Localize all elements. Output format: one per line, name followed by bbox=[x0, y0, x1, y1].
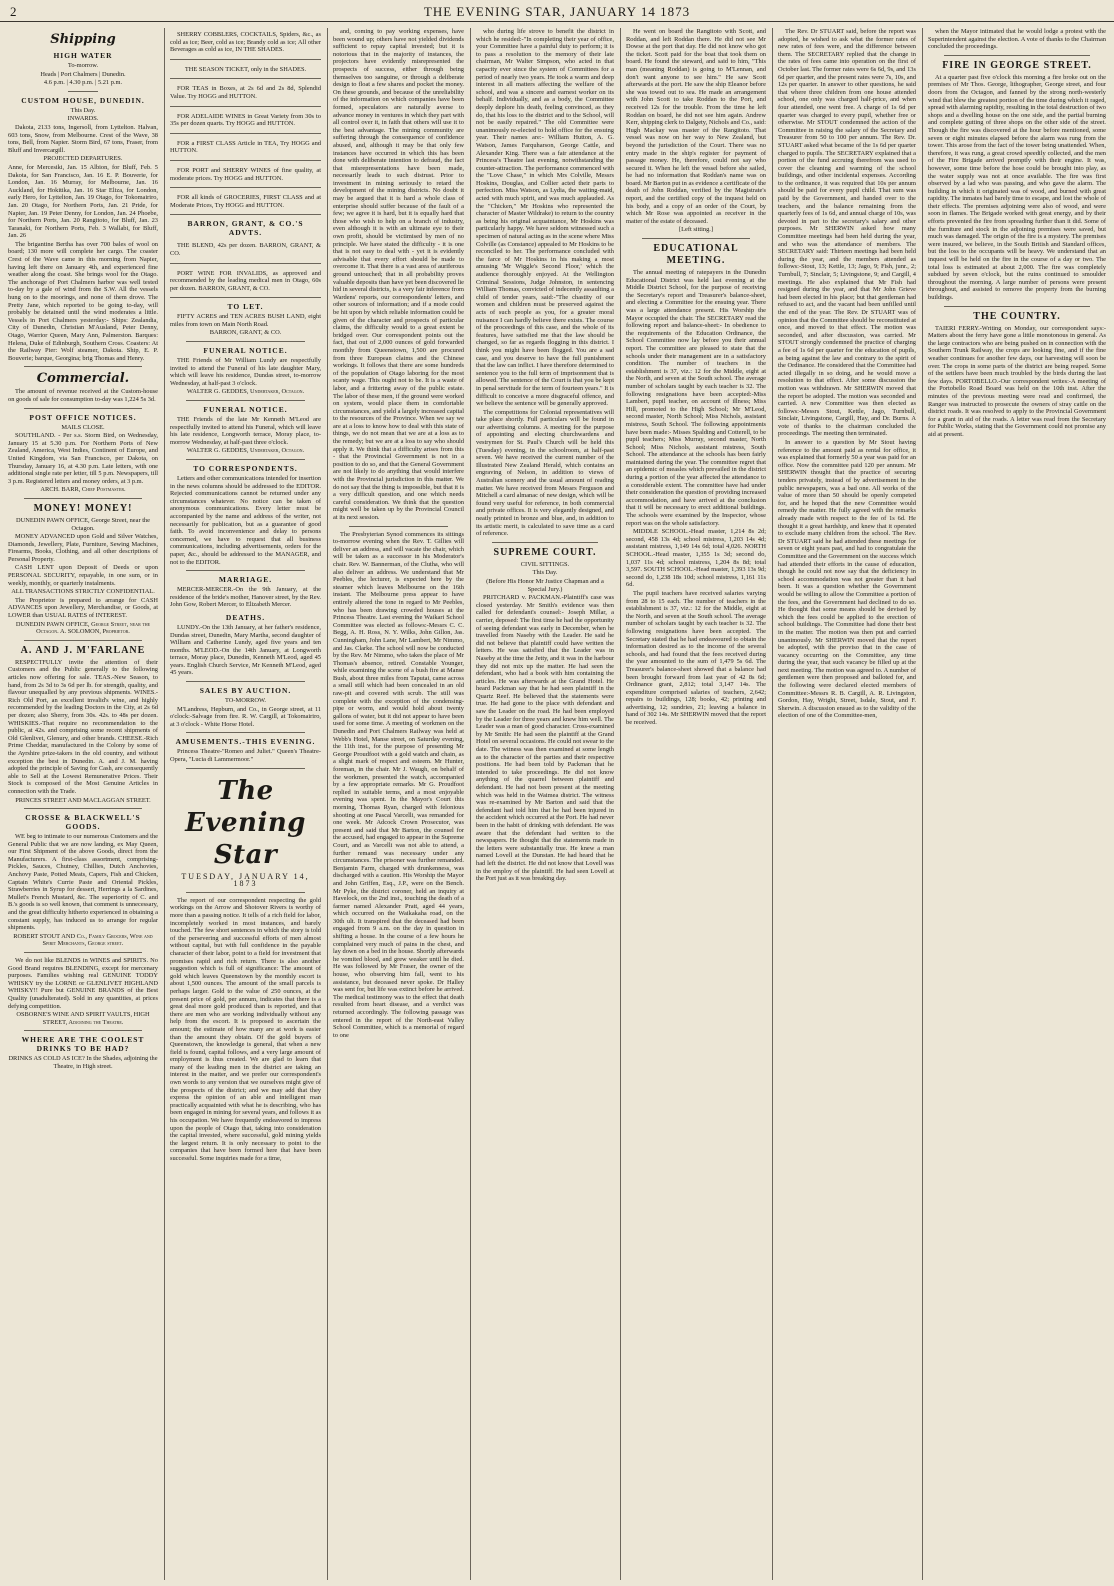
to-let-signature: BARRON, GRANT, & CO. bbox=[209, 329, 282, 337]
divider bbox=[24, 952, 142, 953]
funeral-notice-1-heading: FUNERAL NOTICE. bbox=[203, 346, 288, 356]
divider bbox=[642, 238, 750, 239]
money-heading: MONEY! MONEY! bbox=[33, 502, 133, 514]
sales-day: TO-MORROW. bbox=[224, 697, 266, 705]
correspondents-text: Letters and other communications intended for insertion in the news columns should be addressed to the EDITOR. Rejected communications cannot be returned under any circumstances whatever. No notice can be taken of anonymous communications. Every letter must be accompanied by the name and address of the writer, not necessarily for publication, but as a guarantee of good faith. To avoid inconvenience and delay to persons concerned, we have to request that all business communications, including advertisements, orders for the paper, &c., should be addressed to the MANAGER, and not to the EDITOR. bbox=[170, 475, 321, 566]
divider bbox=[186, 892, 305, 893]
season-ticket-ad bbox=[170, 63, 321, 80]
deaths-heading: DEATHS. bbox=[225, 612, 266, 622]
divider bbox=[944, 55, 1090, 56]
marriage-heading: MARRIAGE. bbox=[218, 575, 273, 585]
groceries-text: FOR all kinds of GROCERIES, FIRST CLASS and at Moderate Prices, Try HOGG and HUTTON. bbox=[170, 194, 321, 209]
column-6 bbox=[774, 28, 920, 1580]
macfarlane-heading: A. AND J. M'FARLANE bbox=[20, 644, 146, 656]
inwards-text: Dakota, 2133 tons, Ingersoll, from Lyttelton. Halvan, 603 tons, Snow, from Melbourne. Crest of the Wave, 38 tons, Bell, from Napier. Storm Bird, 67 tons, Fraser, from Bluff and Invercargill. bbox=[8, 123, 158, 154]
inwards-label: INWARDS. bbox=[67, 115, 99, 123]
shipping-heading: Shipping bbox=[50, 32, 116, 47]
educational-meeting-heading: EDUCATIONAL MEETING. bbox=[653, 243, 739, 267]
local-news-continued: who during life strove to benefit the district in which he resided:-"In completing their year of office, your Committee have a painful duty to perform; it is to pass a resolution to the memory of their late chairman, Mr Walter Simpson, who acted in that capacity ever since the system of Committees for a period of nearly two years. He took a warm and deep interest in all matters affecting the welfare of the school, and was a sincere and earnest worker on its behalf. Individually, and as a body, the Committee deeply deplore his death, feeling convinced, as they do, that his loss to the district and to the School, will not be easily repaired." The old Committee were unanimously re-elected to hold office for the ensuing year. Their names are:- William Hutton, A. G. Watson, James Farquharson, George Cattle, and Alexander King. There was a fair attendance at the Princess's Theatre last evening, notwithstanding the counter-attraction. The performance commenced with the "Love Chase," in which Mrs Colville, Messrs Hoskins, Douglas, and Collier acted their parts to perfection. Miss Watson, as Lydia, the waiting-maid, acted with much spirit, and was much applauded. As the "Chicken," Mr Hoskins who represented the character of Master Wildrake) to return to the country as being his original acquaintance, Mr Hoskins was particularly happy. We have seldom witnessed such a specimen of natural acting as in the scene where Miss Colville (as Constance) appealed to Mr Hoskins to be reconciled to her. The performance concluded with the farce of Mr Hoskins in his making a most amusing 'Mr Wiggle's Second Floor,' which the audience thoroughly enjoyed. At the Wellington Criminal Sessions, Judge Johnston, in sentencing William Thomas, convicted of indecently assaulting a child of tender years, said:-"The chastity of our women and children must be preserved against the acts of such people as you, for a greater moral nuisance I can hardly believe there exists. The course of the proceedings of this case, and the whole of its features, have satisfied me that the law should be changed, so far as regards flogging in this district. I think you might have been flogged. You are a sad case, and you deserve to have the full punishment that the law can inflict. I have therefore determined to sentence you to the full term of imprisonment that is allowed. The sentence of the Court is that you be kept in penal servitude for the term of fourteen years." It is difficult to conceive a more disgraceful offence, and we believe the sentence will be generally approved. bbox=[476, 28, 614, 408]
divider bbox=[186, 341, 305, 342]
commercial-text: The amount of revenue received at the Custom-house on goods of sale for consumption to-day was 1,224 5s 3d. bbox=[8, 388, 158, 403]
projected-text: Anne, for Mercesiki, Jan. 15 Albion, for Bluff, Feb. 5 Dakota, for San Francisco, Jan. 16 E. P. Bouverie, for London, Jan. 16 Murray, for Melbourne, Jan. 16 Auckland, for Hokitika, Jan. 16 Star Eliza, for London, early Hero, for Lyttelton, Jan. 19 Otago, for Tokomairiro, Jan. 20 Otago, for Northern Ports, Jan. 21 Pride, for Napier, Jan. 19 Peter Denny, for London, Jan. 24 Phoebe, for Northern Ports, Jan. 20 Rangitoto, for Bluff, Jan. 23 Taranaki, for Northern Ports, Feb. 3 Wallabi, for Bluff, Jan. 26 bbox=[8, 163, 158, 240]
sherry-ad bbox=[170, 28, 321, 60]
proprietor-text: The Proprietor is prepared to arrange for CASH ADVANCES upon Jewellery, Merchandise, or Goods, at LOWER than USUAL RATES of INTEREST. bbox=[8, 596, 158, 620]
money-advanced-text: MONEY ADVANCED upon Gold and Silver Watches, Diamonds, Jewellery, Plate, Furniture, Sewing Machines, Firearms, Books, Clothing, and all other descriptions of Personal Property. bbox=[8, 533, 158, 563]
port-wine-text: PORT WINE FOR INVALIDS, as approved and recommended by the leading medical men in Otago, 60s per dozen. BARRON, GRANT, & CO. bbox=[170, 269, 321, 292]
column-5 bbox=[622, 28, 770, 1580]
funeral-notice-1-signature: WALTER G. GEDDES, Undertaker, Octagon. bbox=[186, 388, 305, 396]
confidential-text: ALL TRANSACTIONS STRICTLY CONFIDENTIAL. bbox=[11, 588, 155, 596]
divider bbox=[24, 1030, 142, 1031]
column-rule bbox=[772, 28, 773, 1580]
column-rule bbox=[327, 28, 328, 1580]
divider bbox=[186, 570, 305, 571]
divider bbox=[186, 732, 305, 733]
paper-title: THE EVENING STAR, JANUARY 14 1873 bbox=[423, 4, 691, 19]
country-text: TAIERI FERRY.-Writing on Monday, our correspondent says:-Matters about the ferry have gone a little monotonous in general. As the large contractors who are being pushed on in connection with the Southern Trunk Railway, the crops are looking fine, and if the fine weather continues for another few days, our harvesting will soon be over. The crops in some parts of the district are being reaped. Some of the settlers have been much troubled by the birds during the last few days. PORTOBELLO.-Our correspondent writes:-A meeting of the Portobello Road Board was held on the 10th inst. After the minutes of the previous meeting were read and confirmed, the Ranger was instructed to prosecute the owners of stray cattle on the district roads. It was resolved to apply to the Provincial Government for a grant in aid of the roads. A letter was read from the Secretary for Public Works, stating that the Government could not promise any aid at present. bbox=[928, 324, 1106, 438]
fire-text: At a quarter past five o'clock this morning a fire broke out on the premises of Mr Thos. George, lithographer, George street, and four doors from the Octagon, and fanned by the strong north-westerly wind that blew the greatest portion of the time during which it raged, spread with alarming rapidity, resulting in the total destruction of two shops and a dwelling house on the one side, and the partial burning and complete gutting of three shops on the other side of the street. Though the fire was discovered at the hour before mentioned, some seven or eight minutes elapsed before the alarm was rung from the tower. This arose from the fact of the tower being unattended. When, therefore, it was rung, a great crowd speedily collected, and the men of the Fire Brigade arrived promptly with their engine. It was, however, some time before the hose could be brought into play, as the water supply was not at once available. The fire was first observed by a lad who was passing, and who gave the alarm. The building in which it originated was of wood, and burned with great rapidity. The inmates had barely time to escape, and lost the whole of their effects. The premises adjoining were also of wood, and were soon in flames. The Brigade worked with great energy, and by their efforts prevented the fire from spreading further than it did. Some of the furniture and stock in the adjoining premises were saved, but much was damaged. The origin of the fire is a mystery. The premises were insured, we believe, in the South British and Standard offices, but the loss to the occupants will be heavy. We understand that an inquest will be held on the fire in the course of a day or two. The total loss is estimated at about 2,000. The fire was completely subdued by seven o'clock, but the ruins continued to smoulder throughout the morning. A large number of persons were present throughout, and assisted to remove the property from the burning buildings. bbox=[928, 73, 1106, 301]
column-3 bbox=[329, 28, 468, 1580]
teas-ad bbox=[170, 82, 321, 106]
coolest-text: DRINKS AS COLD AS ICE? In the Shades, adjoining the Theatre, in High street. bbox=[8, 1055, 158, 1070]
this-day-label: This Day. bbox=[70, 106, 96, 114]
divider bbox=[492, 542, 598, 543]
princes-street-label: PRINCES STREET AND MACLAGGAN STREET. bbox=[15, 796, 151, 804]
adelaide-text: FOR ADELAIDE WINES in Great Variety from 30s to 35s per dozen quarts. Try HOGG and HUTTON. bbox=[170, 112, 321, 128]
column-1 bbox=[4, 28, 162, 1580]
divider bbox=[24, 808, 142, 809]
post-office-heading: POST OFFICE NOTICES. bbox=[29, 412, 137, 422]
column-4 bbox=[472, 28, 618, 1580]
meeting-discussion-continued: In answer to a question by Mr Stout having reference to the amount paid as rental for office, it was explained that formerly 50 a year was paid for an office. Now the committee paid 120 per annum. Mr SHERWIN thought that the practice of securing tenders privately, instead of by advertisement in the public newspapers, was a bad one. All works of the value of more than 50 should be openly competed for, and he hoped that the new Committee would remedy the matter. He fully agreed with the remarks already made with respect to the fee of 1s 6d. He thought it a great hardship, and knew that it operated to exclude many children from the school. The Rev. Dr STUART said he had attended these meetings for seven or eight years past, and had to congratulate the Committee and the Government on the success which had attended their efforts in the cause of education, though he could not now say that the deficiency in school accommodation was not greater than it had been. It was a question whether the Government would be willing to allow the Committee a portion of the fees, and the Government had declined to do so. He thought that some means should be devised by which the fees could be applied to the erection of school buildings. The Committee had done their best in the matter. The motion was then put and carried unanimously. Mr SHERWIN moved that the report be adopted, with the proviso that in the case of vacancy occurring on the Committee, any time during the year, that such vacancy be filled up at the next meeting. The motion was agreed to. A number of gentlemen were then proposed and balloted for, and the following were declared elected members of Committee:-Messrs R. B. Cargill, A. R. Livingston, Gordon, Hay, Wright, Street, Isdale, Stout, and F. Sherwin. A discussion ensued as to the validity of the election of one of the Committee-men, bbox=[778, 439, 916, 720]
funeral-notice-2-signature: WALTER G. GEDDES, Undertaker, Octagon. bbox=[186, 447, 305, 455]
school-stats: MIDDLE SCHOOL.-Head master, 1,214 8s 2d; second, 458 13s 4d; school mistress, 1,203 14s 4d; assistant mistress, 1,149 14s 6d; total 4,026. NORTH SCHOOL.-Head master, 1,355 1s 3d; second do, 1,037 11s 4d; school mistress, 1,204 8s 8d; total 3,597. SOUTH SCHOOL.-Head master, 1,393 13s 9d; second do, 1,238 18s 10d; school mistress, 1,161 11s 6d. bbox=[626, 528, 766, 589]
column-7 bbox=[924, 28, 1110, 1580]
cash-lent-text: CASH LENT upon Deposit of Deeds or upon PERSONAL SECURITY, repayable, in one sum, or in weekly, monthly, or quarterly instalments. bbox=[8, 564, 158, 587]
supreme-court-heading: SUPREME COURT. bbox=[493, 546, 597, 558]
newspaper-nameplate: The Evening Star bbox=[185, 775, 306, 870]
port-wine-ad bbox=[170, 267, 321, 299]
first-class-ad bbox=[170, 137, 321, 161]
meeting-conclusion: when the Mayor intimated that he would lodge a protest with the Superintendent against the election. A vote of thanks to the Chairman concluded the proceedings. bbox=[928, 28, 1106, 51]
funeral-notice-2-heading: FUNERAL NOTICE. bbox=[203, 405, 288, 415]
divider bbox=[186, 459, 305, 460]
editorial-continued: and, coming to pay working expenses, have been wound up; others have not yielded dividends sufficient to repay capital invested; but it is notorious that in the majority of instances, the projectors have evidently misrepresented the prospects of success, either through being themselves too sanguine, or through a deliberate design to float a few shares and pocket the money. On these grounds, and because of the unreliability of the information on which companies have been formed, speculators are naturally averse to advance money in ventures in which they part with all control over it, in faith that others will use it to the best advantage. The mining community are suffering through the consequence of confidence abused, and, although it may be that only few instances have occurred in which this has been done with deliberate intention to defraud, the fact that misrepresentations have been made, necessarily leads to such distrust. Prior to investment in mining seriously to retard the development of the mining districts. No doubt it may be argued that it is hard a whole class of enterprise should suffer because of the fault of a few; we agree it is hard, but it is equally hard that those who wish to help on a branch of industry, even although it is with an ultimate eye to their own profit, should be victimised by men of no principle. We have stated the difficulty - it is one that is not easy to deal with - yet it is evidently advisable that every effort should be made to overcome it. That there is a vast area of auriferous ground untouched; that in all probability proves valuable deposits than have yet been discovered lie hid in several districts, is a very fair inference from Wardens' reports, our correspondents' letters, and other sources of information; and if a mode could be hit upon by which reliable information could be given of the character and prospects of particular claims, the difficulty would to a great extent be bridged over. Our correspondent points out the fact, that out of 2,000 ounces of gold forwarded monthly from Queenstown, 1,500 are procured from three European claims and the Chinese workings. It follows that there are some hundreds of the population of Otago laboring for the most scanty wage. This ought not to be. It is a waste of labor, and a frittering away of the public estate. The labor of these men, if the ground were worked on system, would place them in comfortable circumstances, and yield a largely increased capital to the resources of the Province. When we say we are at a loss to know how to deal with this state of things, we do not mean that we are at a loss as to the remedy; but we are at a loss to say who should apply it. We think that a difficulty arises from this - that the Provincial Government is not in a position to do so, and that the General Government are not likely to do anything that would interfere with the Provincial jurisdiction in this matter. We do not say that the thing is impossible, but that it is a very difficult question, and one which needs careful consideration. We think that the question might well be taken up by the Provincial Council at its next session. bbox=[333, 28, 465, 521]
funeral-notice-1-text: THE Friends of Mr William Lundy are respectfully invited to attend the Funeral of his late daughter Mary, which will leave his residence, Dundas street, to-morrow Wednesday, at half-past 3 o'clock. bbox=[170, 357, 321, 387]
sales-text: M'Landress, Hepburn, and Co., in George street, at 11 o'clock:-Salvage from fire. R. W. Cargill, at Tokomairiro, at 3 o'clock - White Horse Hotel. bbox=[170, 705, 321, 728]
court-before: (Before His Honor Mr Justice Chapman and a Special Jury.) bbox=[486, 577, 604, 593]
amusements-text: Princess Theatre-"Romeo and Juliet." Queen's Theatre-Opera, "Lucia di Lammermoor." bbox=[170, 748, 321, 764]
shipping-news: The brigantine Bertha has over 700 bales of wool on board; 130 more will complete her cargo. The coaster Crest of the Wave came in this morning from Napier, having left there on January 4th, and experienced fine weather along the coast. She brings wool for the Otago. The anchorage of Port Chalmers harbor was well tested to-day by a gale of wind from the S.W. All the vessels hung on to the moorings, and none of them drove. The Pretty Jane, which reported to be going to-day, will probably be detained until the wind moderates a little. Vessels in Port Chalmers yesterday:- Ships: Zealandia, City of Dunedin, Christian M'Ausland, Peter Denny, Otago, Warrior Queen, Mary Ann, Palmerston. Barques: Helena, Duke of Edinburgh, Southern Cross. Coasters: At the Railway Pier: Wolf steamer, Dakota. Ship, E. P. Bouverie; barque, Georgina; brig Thomas and Henry. bbox=[8, 240, 158, 362]
season-ticket-text: THE SEASON TICKET, only in the SHADES. bbox=[184, 65, 307, 73]
to-morrow-label: To-morrow. bbox=[67, 62, 99, 69]
sherry-text: SHERRY COBBLERS, COCKTAILS, Spiders, &c., as cold as ice; Beer, cold as ice; Brandy cold as ice; All other Beverages as cold as ice, IN THE SHADES. bbox=[170, 31, 321, 54]
groceries-ad bbox=[170, 191, 321, 215]
divider bbox=[944, 306, 1090, 307]
court-this-day: This Day. bbox=[532, 569, 558, 577]
blends-signature: OSBORNE'S WINE AND SPIRIT VAULTS, HIGH STREET, Adjoining the Theatre. bbox=[16, 1011, 150, 1026]
first-class-text: FOR a FIRST CLASS Article in TEA, Try HOGG and HUTTON. bbox=[170, 139, 321, 155]
high-water-heading: HIGH WATER bbox=[53, 51, 113, 60]
port-sherry-text: FOR PORT and SHERRY WINES of fine quality, at moderate prices. Try HOGG and HUTTON. bbox=[170, 166, 321, 182]
blend-ad bbox=[170, 239, 321, 263]
macfarlane-text: RESPECTFULLY invite the attention of their Customers and the Public generally to the following articles now offering for sale. TEAS.-New Season, to hand, from 2s 3d to 3s 6d per lb. for strength, quality, and flavour unequalled by any previous shipments. WINES.-Rich Old Port, an excellent invalid's wine, and highly recommended by the leading Doctors in the City, at 2s 6d per dozen; also Sherry, from 30s. 42s. to 48s per dozen. WHISKIES.-That require no recommendation to the public, at 42s. and comprising some recent shipments of Old Glenlivet, Glenury, and other brands. CHEESE.-Rich Prime Cheddar, manufactured in the Colony by some of the Ayrshire prize-takers in the old country, and without exception the best in Dunedin. A. and J. M. having adopted the principle of Saving for Cash, are consequently able to Sell at the Lowest Remunerative Prices. Their Stock is composed of the Most Genuine Articles in connection with the Trade. bbox=[8, 658, 158, 795]
customs-heading: CUSTOM HOUSE, DUNEDIN. bbox=[21, 95, 145, 105]
divider bbox=[186, 768, 305, 769]
sales-heading: SALES BY AUCTION. bbox=[199, 686, 292, 696]
blend-text: THE BLEND, 42s per dozen. BARRON, GRANT, & CO. bbox=[170, 242, 321, 257]
meeting-discussion: The Rev. Dr STUART said, before the report was adopted, he wished to ask what the former rates of new rates of fees were, and the difference between them. The SECRETARY replied that the change in the rates of fees came into operation on the first of October last. The former rates were 6s 6d, 9s, and 13s 6d per quarter, and the present rates were 7s, 10s, and 12s per quarter. In answer to other questions, he said that where three children from one house attended school, one only was charged half-price, and when four attended, one went free. A charge of 1s 6d per quarter was charged to every pupil, whether free or otherwise. Mr STOUT condemned the action of the Committee in raising the salary of the Secretary and Treasurer from 50 to 100 per annum. The Rev. Dr. STUART asked what became of the 1s 6d per quarter charged to pupils. The SECRETARY explained that a portion of the fund accruing therefrom was used to cover the cleaning and warming of the school buildings, and other incidental expenses. According to the ordinance, it was required that 10s per annum should be paid for every pupil child. That sum was paid by the Government, and handed over to the teachers, and the balance remaining from the quarterly fees of 1s 6d, and annual charge of 10s, was devoted in part to the secretary's salary and other purposes. Mr SHERWIN asked how many Committee meetings had been held during the year, and who was the attendance of members. The SECRETARY said: Thirteen meetings had been held during the year, and the members attended as follows:-Stout, 13; Kettle, 13; Jago, 9; Fish, junr., 2; Turnbull, 7; Sinclair, 5; Livingstone, 9; and Cargill, 4 meetings. He also explained that Mr Fish had resigned during the year, and that Mr John Grieve had been elected in his place; but that gentleman had refused to act, and the vacant had been unfilled until the end of the year. The Rev. Dr STUART was of opinion that the Committee should be reconstituted at once, and moved to that effect. The motion was seconded, and after discussion, was carried. Mr STOUT strongly condemned the practice of charging a fee of 1s 6d per quarter for the education of pupils, as being against the law and contrary to the spirit of the Ordinance. He considered that the Committee had acted illegally in so doing, and he would move a resolution to that effect. After some discussion the motion was withdrawn. Mr SHERWIN moved that the report be adopted. The motion was seconded and carried. A new Committee was then elected as follows:-Messrs Stout, Kettle, Jago, Turnbull, Sinclair, Livingstone, Cargill, Hay, and Dr. Burns. A vote of thanks to the chairman concluded the proceedings. The meeting then terminated. bbox=[778, 28, 916, 438]
port-sherry-ad bbox=[170, 164, 321, 188]
crosse-text: WE beg to intimate to our numerous Customers and the General Public that we are now landing, ex May Queen, our First Shipment of the above Goods, direct from the Manufacturers. A first-class assortment, comprising- Pickles, Sauces, Chutney, Chillies, Dutch Anchovies, Anchovy Paste, Potted Meats, Capers, Fish and Chicken, Captain White's Currie Paste and Oriental Pickles, Strawberries in Syrup for dessert, Herrings a la Sardines, Mullet's French Mustard, &c. The superiority of C. and B.'s goods is so well known, that comment is unnecessary, and the great difficulty hitherto experienced in obtaining a constant supply, has induced us to arrange for regular shipments. bbox=[8, 833, 158, 932]
deaths-text: LUNDY.-On the 13th January, at her father's residence, Dundas street, Dunedin, Mary Martha, second daughter of William and Catherine Lundy, aged five years and ten months. M'LEOD.-On the 14th January, at Longworth terrace, Moray place, Dunedin, Kenneth M'Leod, aged 45 years. English Church Service, Mr Kenneth M'Leod, aged 45 years. bbox=[170, 623, 321, 677]
column-rule bbox=[164, 28, 165, 1580]
coolest-heading: WHERE ARE THE COOLEST DRINKS TO BE HAD? bbox=[21, 1035, 145, 1054]
divider bbox=[24, 408, 142, 409]
to-let-heading: TO LET. bbox=[227, 302, 264, 312]
divider bbox=[24, 640, 142, 641]
tide-heads: Heads | Port Chalmers | Dunedin. bbox=[40, 70, 126, 78]
editorial-text: The report of our correspondent respecting the gold workings on the Arrow and Shotover Rivers is worthy of more than a passing notice. It tells of a rich field for labor, incompletely worked in most instances, and barely touched. The few short sentences in which the story is told of the persevering and successful efforts of men almost without capital, but with full confidence in the payable character of their labor, point to a field for investment that promises rapid and rich return. There is also another suggestion which is full of significance: The amount of gold which leaves Queenstown by the monthly escort is about 1,500 ounces. The amount of the small parcels is perhaps larger. Gold to the value of 250 ounces, at the present price of gold, per annum, indicates that there is a great deal more gold produced than is reported, and that there are men who are working individually without any help from the escort. It is proposed to ascertain the amount; the estimate of how many are at work is easier than the amount they obtain. Of the gold buyers of Queenstown, the knowledge is general, that when a new field is found, capital follows, and a very large amount of employment is thus created. We are glad to learn that many of the leading men in the district are taking an interest in the matter, and we prefer our correspondent's own words to any version that we ourselves might give of the prospects of the district; and we may add that they express the opinion of an able and intelligent man practically acquainted with what he is describing, who has been engaged in mining for several years, and follows it as his occupation. We have frequently endeavored to impress upon the people of Otago that, taking into consideration the capital invested, where successful, gold mining yields the largest return. It is only necessary to point to the companies that have been formed here that have been successful. Some inquiries made for a time, bbox=[170, 896, 321, 1162]
masthead bbox=[0, 0, 1114, 22]
fire-heading: FIRE IN GEORGE STREET. bbox=[942, 59, 1092, 71]
to-let-text: FIFTY ACRES and TEN ACRES BUSH LAND, eight miles from town on Main North Road. bbox=[170, 313, 321, 328]
country-heading: THE COUNTRY. bbox=[973, 310, 1061, 322]
left-sitting: [Left sitting.] bbox=[678, 226, 714, 234]
divider bbox=[349, 526, 448, 527]
post-office-text: SOUTHLAND. - Per s.s. Storm Bird, on Wednesday, January 15 at 5.30 p.m. For Northern Ports of New Zealand, America, West Indies, Continent of Europe, and United Kingdom, via San Francisco, per Dakota, on Thursday, January 16, at 4.30 p.m. Late letters, with one additional single rate per letter, till 5 p.m. Newspapers, till 3 p.m. Registered letters and money orders, at 3 p.m. bbox=[8, 432, 158, 485]
projected-heading: PROJECTED DEPARTURES. bbox=[43, 155, 123, 163]
pawn-signature: DUNEDIN PAWN OFFICE, George Street, near the Octagon. A. SOLOMON, Proprietor. bbox=[15, 620, 151, 636]
barron-ads-heading: BARRON, GRANT, & CO.'S ADVTS. bbox=[187, 219, 304, 238]
column-2 bbox=[166, 28, 325, 1580]
court-text: PRITCHARD v. PACKMAN.-Plaintiff's case was closed yesterday. Mr Smith's evidence was then called for defendant's counsel:- Joseph Millar, a carrier, deposed: The first time he had the opportunity of seeing defendant was early in December, when he travelled from Naseby with the Leader. He said he did not believe that plaintiff could have written the letters. He was satisfied that the Leader was in Naseby at the time the Jetty, and it was in the harbour they did not mix up the matter. He had seen the defendant, who had a book with him containing the articles. He was afterwards at the Grand Hotel. He heard Packman say that he had seen plaintiff in the Quartz Reef. He believed that the statements were true. He had gone to the place with defendant and saw the Leader on the road. He had been employed by the Leader for three years and knew him well. The Leader was a man of good character. Cross-examined by Mr Smith: He had seen the plaintiff at the Grand Hotel on several occasions. He could not swear to the date. The witness was then examined at some length as to the character of the parties and their respective positions. He had been told by Packman that he intended to take proceedings. He did not know anything of the quarrel between plaintiff and defendant. He had not been present at the meeting which was held in the Waimea district. The witness was re-examined by Mr Barton and said that the defendant had told him that he had been injured in the accident which occurred at the Port. He had never been in the habit of drinking with defendant. He was aware that the defendant had written to the newspapers. He thought that the statements made in the letters were substantially true. He knew a man named Lovell at the Dunstan. He had heard that he had left the district. He did not know that Lovell was in the employ of the plaintiff. He had seen Lovell at the Port just as it was breaking day. bbox=[476, 594, 614, 883]
correspondents-heading: TO CORRESPONDENTS. bbox=[193, 464, 298, 473]
mails-close-label: MAILS CLOSE. bbox=[61, 423, 105, 431]
marriage-text: MERCER-MERCER.-On the 9th January, at the residence of the bride's mother, Hanover street, by the Rev. John Gow, Robert Mercer, to Elizabeth Mercer. bbox=[170, 586, 321, 609]
crosse-heading: CROSSE & BLACKWELL'S GOODS. bbox=[25, 813, 141, 832]
court-continued: He went on board the Rangitoto with Scott, and Roddan, and left Roddan there. He did not see Mr Dowse at the port that day. He did not know who got the ticket. Scott paid for the boat that took them on board. He found the steward, and said to him, "This man (meaning Roddan) is going to M'Lennan, and don't want anyone to see him." He saw Scott afterwards at the port. He saw the ship Eleanor before she was towed out to sea. He made an arrangement with John Scott to take Roddan to the Port, and received 12s for the trouble. From the time he left Roddan on board, he did not see him again. Andrew Kerr, shipping clerk to Dalgety, Nichols and Co., said: Hugh Mackay was master of the Rangitoto. That vessel was now on her way to New Zealand, but beyond the jurisdiction of the Court. There was no entry made in the ship's register for payment of passage money. He, therefore, could not say who secured it. When he left the vessel before she sailed, he had no information that Roddan's name was on board. Mr Barton put in as evidence a certificate of the death of John Roddan, verified by the Magistrate's report, and the certified copy of the inquest held on his body, and a copy of an order of the Court, by which Mr Rose was appointed as receiver in the matter of the estate of deceased. bbox=[626, 28, 767, 225]
adelaide-ad bbox=[170, 110, 321, 134]
crosse-signature: ROBERT STOUT AND Co., Family Grocers, Wine and Spirit Merchants, George street. bbox=[13, 932, 153, 948]
page-number: 2 bbox=[10, 4, 18, 19]
educational-continued: The pupil teachers have received salaries varying from 28 to 15 each. The number of teachers in the establishment is 37, viz.: 12 for the Middle, eight at the North, and seven at the South school. The average number of scholars taught by each teacher is 32. The following resignations have been accepted. The Secretary stated that he had endeavoured to obtain the information desired as to the income of the several schools, and had found that the fees received during the year amounted to the sum of 1,479 5s 6d. The Treasurer's balance-sheet showed that a balance had been brought forward from last year of 42 8s 6d; Ordinance grant, 2,812; total 3,147 14s. The expenditure comprised salaries of teachers, 2,642; repairs to buildings, 128; books, 42; printing and advertising, 12; sundries, 21; leaving a balance in hand of 302 14s. Mr SHERWIN moved that the report be received. bbox=[626, 589, 766, 727]
divider bbox=[68, 91, 98, 92]
dateline: TUESDAY, JANUARY 14, 1873 bbox=[181, 871, 310, 889]
civil-sittings-label: CIVIL SITTINGS. bbox=[520, 560, 570, 568]
column-rule bbox=[470, 28, 471, 1580]
pawn-office-name: DUNEDIN PAWN OFFICE, George Street, near the Octagon. bbox=[15, 516, 151, 532]
commercial-heading: Commercial. bbox=[36, 371, 130, 387]
funeral-notice-2-text: THE Friends of the late Mr Kenneth M'Leod are respectfully invited to attend his Funeral, which will leave his late residence, Longworth terrace, Moray place, to-morrow Wednesday, at half-past three o'clock. bbox=[170, 416, 321, 446]
divider bbox=[186, 681, 305, 682]
educational-text: The annual meeting of ratepayers in the Dunedin Educational District was held last evening at the Middle District School, for the purpose of receiving the Secretary's report and Treasurer's balance-sheet, and electing a Committee for the ensuing year. There was a large attendance present. His Worship the Mayor occupied the chair. The SECRETARY read the following report and balance-sheet:- In obedience to the requirements of the Education Ordinance, the School Committee now lay before you their annual report. The committee are pleased to state that the schools under their management are in a satisfactory condition. The number of teachers in the establishment is 37, viz.: 12 for the Middle, eight at the North, and seven at the South school. The average number of scholars taught by each teacher is 32. The following resignations have been accepted:-Miss Lambert, pupil teacher, on account of illness; Miss Hill, promoted to the High School; Mr M'Leod, second master, North School; Miss Nichols, assistant mistress, South School. The following appointments have been made:- Misses Spalding and Cotterell, to be pupil teachers; Miss Murray, second master, North School; Miss Nichols, assistant mistress, South School. The attendance at the schools has been fairly maintained during the year. The committee regret that an epidemic of measles which prevailed in the district during a portion of the year affected the attendance to a considerable extent. The committee have had under their consideration the question of providing increased accommodation, and have arrived at the conclusion that it will be necessary to erect additional buildings. The schools were examined by the Inspector, whose report was on the whole satisfactory. bbox=[626, 269, 766, 527]
notices-text: The competitions for Colonial representatives will take place shortly. Full particulars will be found in our advertising columns. A meeting for the purpose of appointing and electing churchwardens and vestrymen for St. Paul's Church will be held this (Tuesday) evening, in the schoolroom, at half-past seven. We have received the current number of the Illustrated New Zealand Herald, which contains an engraving of Nelson, in addition to views of Australian scenery and the usual amount of reading matter. We have received from Messrs Ferguson and Mitchell a card almanac of new design, which will be found very useful for reference, in both commercial and private offices. It is very elegantly designed, and neatly printed in bronze and blue, and, in addition to its artistic merit, is calculated to save time as a card of reference. bbox=[476, 408, 614, 538]
post-office-signature: ARCH. BARR, Chief Postmaster. bbox=[40, 486, 126, 494]
divider bbox=[186, 400, 305, 401]
column-rule bbox=[922, 28, 923, 1580]
tide-times: 4.6 p.m. | 4.30 p.m. | 5.21 p.m. bbox=[43, 79, 123, 87]
teas-text: FOR TEAS in Boxes, at 2s 6d and 2s 8d, Splendid Value. Try HOGG and HUTTON. bbox=[170, 85, 321, 100]
column-rule bbox=[620, 28, 621, 1580]
amusements-heading: AMUSEMENTS.-THIS EVENING. bbox=[175, 737, 316, 747]
blends-text: We do not like BLENDS in WINES and SPIRITS. No Good Brand requires BLENDING, except for mercenary purposes. Families wishing real GENUINE TODDY WHISKY try the LORNE or GLENLIVET HIGHLAND WHISKY!! Pure but GENUINE BRANDS of the Best Quality (unadulterated). Sold in any quantities, at prices defying competition. bbox=[8, 957, 158, 1010]
divider bbox=[24, 498, 142, 499]
divider bbox=[24, 366, 142, 367]
local-news: The Presbyterian Synod commences its sittings to-morrow evening when the Rev. T. Gillies will deliver an address, and will vacate the chair, which will be taken as a successor in his Moderator's chair. Rev. W. Bannerman, of the Clutha, who will also deliver an address. We understand that Mr Peebles, the lecturer, is expected here by the steamer which leaves Melbourne on the 16th instant. The Melbourne press appear to have entirely altered the tone in regard to Mr Peebles, who has been drawing crowded houses at the Princess Theatre. Last evening the Waikari School Committee was elected as follows:-Messrs C. C. Begg, A. H. Ross, N. Y. Wilks, John Gillon, Jas. Cunningham, John Lane, Mr Lambert, Mr Nimmo, and Jas. Clarke. The school will now be conducted by the Rev. Mr Nimmo, who takes the place of Mr Thomas's absence, retired. Constable Younger, while examining the scene of a bush fire at Manse Bush, about three miles from Taputai, came across a small still which had been concealed in an old raw-pit and covered with scrub. The still was complete with the exception of the condensing-pipe or worm, and would hold about twenty gallons of water, but it did not appear to have been used for some time. A meeting of workmen on the Dunedin and Port Chalmers Railway was held at Webb's Hotel, Manse street, on Saturday evening, the 11th inst., for the purpose of presenting Mr George Proudfoot with a gold watch and chain, as a slight mark of respect and esteem. Mr Hunter, foreman, in the chair. Mr J. Waugh, on behalf of the workmen, presented the watch, accompanied by a few appropriate remarks. Mr G. Proudfoot replied in suitable terms, and a most enjoyable evening was spent. In the Mayor's Court this morning, Thomas Ryan, charged with felonious shooting at one Pascal Varcelli, was remanded for one week. Mr Adcock Crown Prosecutor, was present and said that Mr Barton, the counsel for the accused, had engaged to appear in the Supreme Court, and as Varcelli was not able to attend, a further remand was necessary under any circumstances. The prisoner was further remanded. Benjamin Farm, charged with drunkenness, was discharged with a caution. His Worship the Mayor and John Griffen, Esq., J.P., were on the Bench. Mr Pyke, the district coroner, held an inquiry at Havelock, on the 2nd inst., touching the death of a farmer named Alexander Pratt, aged 44 years, which occurred on the Waikakaha road, on the 30th ult. It transpired that the deceased had been engaged from 9 a.m. on the day in question in shifting a house. In the course of a few hours he complained very much of pains in the chest, and lay down on a bed in the house. Shortly afterwards he vomited blood, and grew weaker until he died. He was followed by Mr Fraser, the owner of the house, who observing him fall, went to his assistance, but deceased never spoke. Dr Halley was sent for, but life was extinct before he arrived. The medical testimony was to the effect that death resulted from heart disease, and a verdict was returned accordingly. The following passage was entered in the report of the North-east Valley School Committee, which is a memorial of regard to one bbox=[333, 530, 464, 1039]
